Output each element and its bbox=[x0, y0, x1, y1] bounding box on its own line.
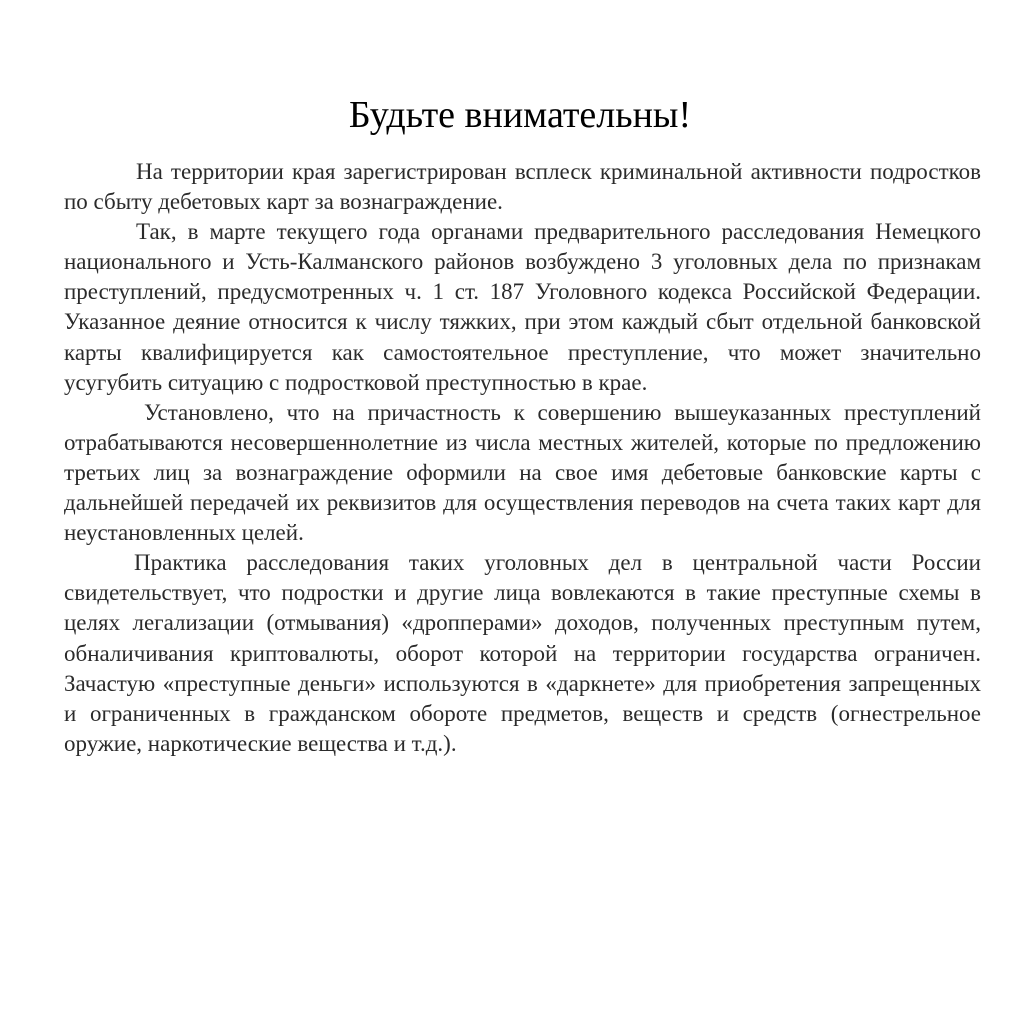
document-body bbox=[64, 157, 981, 759]
paragraph: Установлено, что на причастность к совершению вышеуказанных преступлений отрабатываются несовершеннолетние из числа местных жителей, которые по предложению третьих лиц за вознаграждение оформили на свое имя дебетовые банковские карты с дальнейшей передачей их реквизитов для осуществления переводов на счета таких карт для неустановленных целей. bbox=[64, 399, 981, 546]
document-title: Будьте внимательны! bbox=[348, 94, 692, 136]
paragraph: Практика расследования таких уголовных дел в центральной части России свидетельствует, что подростки и другие лица вовлекаются в такие преступные схемы в целях легализации (отмывания) «дропперами» доходов, полученных преступным путем, обналичивания криптовалюты, оборот которой на территории государства ограничен. Зачастую «преступные деньги» используются в «даркнете» для приобретения запрещенных и ограниченных в гражданском обороте предметов, веществ и средств (огнестрельное оружие, наркотические вещества и т.д.). bbox=[64, 550, 981, 756]
paragraph: Так, в марте текущего года органами предварительного расследования Немецкого национального и Усть-Калманского районов возбуждено 3 уголовных дела по признакам преступлений, предусмотренных ч. 1 ст. 187 Уголовного кодекса Российской Федерации. Указанное деяние относится к числу тяжких, при этом каждый сбыт отдельной банковской карты квалифицируется как самостоятельное преступление, что может значительно усугубить ситуацию с подростковой преступностью в крае. bbox=[64, 219, 981, 395]
paragraph: На территории края зарегистрирован всплеск криминальной активности подростков по сбыту дебетовых карт за вознаграждение. bbox=[64, 159, 981, 215]
